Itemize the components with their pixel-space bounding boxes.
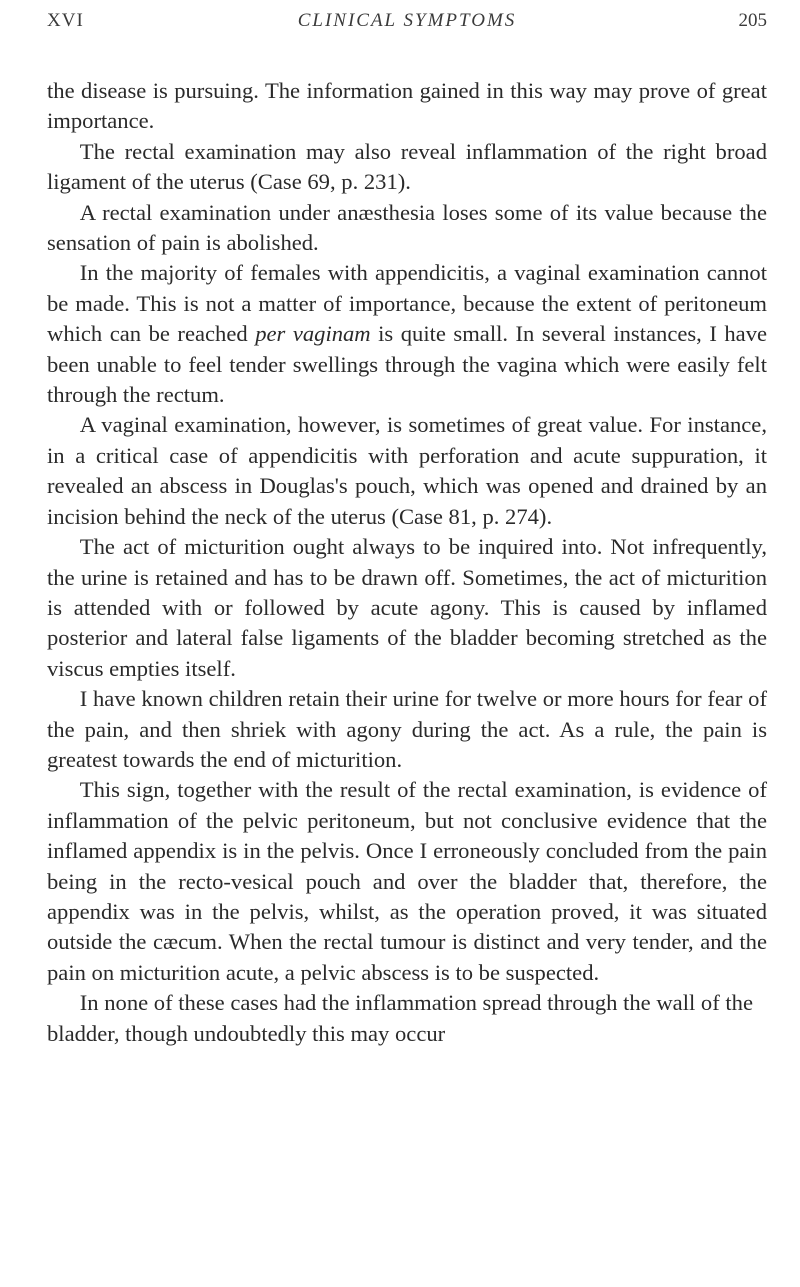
- paragraph-final: In none of these cases had the inflammation spread through the wall of the bladder, though undoubtedly this may occur: [47, 990, 753, 1046]
- paragraph: I have known children retain their urine for twelve or more hours for fear of the pain, and then shriek with agony during the act. As a rule, the pain is greatest towards the end of micturition.: [47, 686, 767, 772]
- page-number: 205: [738, 10, 767, 31]
- paragraph: The rectal examination may also reveal inflammation of the right broad ligament of the uterus (Case 69, p. 231).: [47, 138, 767, 195]
- paragraph: This sign, together with the result of the rectal examination, is evidence of inflammation of the pelvic peritoneum, but not conclusive evidence that the inflamed appendix is in the pelvis. Once I erroneously concluded from the pain being in the recto-vesical pouch and over the bladder that, therefore, the appendix was in the pelvis, whilst, as the operation proved, it was situated outside the cæcum. When the rectal tumour is distinct and very tender, and the pain on micturition acute, a pelvic abscess is to be suspected.: [47, 777, 767, 985]
- paragraph-text: is quite small. In several instances, I have been unable to feel tender swellings through the vagina which were easily felt through the rectum.: [47, 321, 768, 408]
- running-head: [47, 6, 767, 36]
- paragraph: A vaginal examination, however, is sometimes of great value. For instance, in a critical case of appendicitis with perforation and acute suppuration, it revealed an abscess in Douglas's pouch, which was opened and drained by an incision behind the neck of the uterus (Case 81, p. 274).: [47, 412, 767, 529]
- paragraph: The act of micturition ought always to be inquired into. Not infrequently, the urine is retained and has to be drawn off. Sometimes, the act of micturition is attended with or followed by acute agony. This is caused by inflamed posterior and lateral false ligaments of the bladder becoming stretched as the viscus empties itself.: [47, 534, 767, 681]
- paragraph-continued: the disease is pursuing. The information gained in this way may prove of great importance.: [47, 78, 767, 134]
- paragraph-text: In the majority of females with appendicitis, a vaginal examination cannot be made. This is not a matter of importance, because the extent of peritoneum which can be reached: [47, 260, 767, 347]
- italic-phrase: per vaginam: [255, 321, 371, 347]
- running-title: CLINICAL SYMPTOMS: [297, 10, 517, 31]
- body-text: [47, 76, 767, 1049]
- chapter-number: XVI: [47, 10, 84, 31]
- paragraph-with-italic: [47, 258, 767, 410]
- paragraph: A rectal examination under anæsthesia loses some of its value because the sensation of pain is abolished.: [47, 199, 767, 256]
